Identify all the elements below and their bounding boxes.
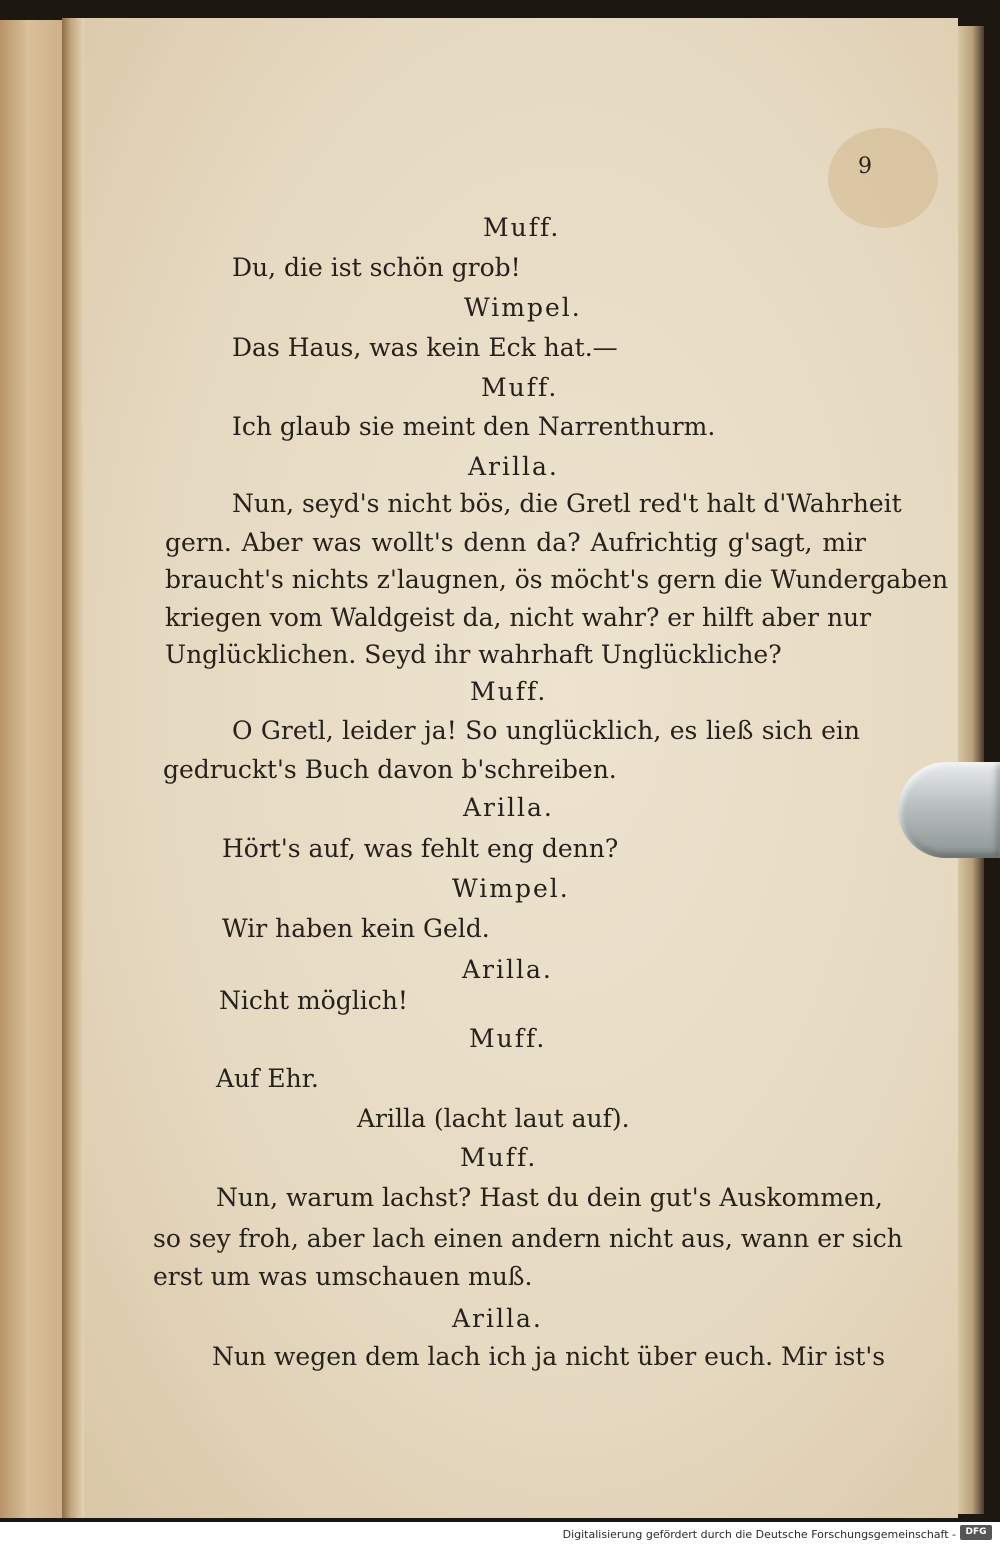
text-line: Nun wegen dem lach ich ja nicht über euch. Mir ist's xyxy=(212,1342,886,1371)
speaker-line: Muff. xyxy=(469,1024,547,1053)
text-line: Nun, seyd's nicht bös, die Gretl red't halt d'Wahrheit xyxy=(232,489,902,518)
paper-stain xyxy=(828,128,938,228)
text-line: braucht's nichts z'laugnen, ös möcht's gern die Wundergaben xyxy=(165,565,949,594)
speaker-line: Arilla. xyxy=(463,793,554,822)
speaker-line: Arilla. xyxy=(468,452,559,481)
speaker-line: Muff. xyxy=(481,373,559,402)
book-gutter xyxy=(62,18,84,1518)
text-line: Nun, warum lachst? Hast du dein gut's Auskommen, xyxy=(216,1183,883,1212)
digitization-credit: Digitalisierung gefördert durch die Deutsche Forschungsgemeinschaft - xyxy=(562,1528,956,1541)
text-line: Das Haus, was kein Eck hat.— xyxy=(232,333,618,362)
speaker-line: Arilla. xyxy=(452,1304,543,1333)
speaker-line: Wimpel. xyxy=(452,874,570,903)
speaker-line: Arilla. xyxy=(462,955,553,984)
speaker-line: Muff. xyxy=(460,1143,538,1172)
text-line: Hört's auf, was fehlt eng denn? xyxy=(222,834,619,863)
text-line: gedruckt's Buch davon b'schreiben. xyxy=(163,755,617,784)
text-line: Nicht möglich! xyxy=(219,986,408,1015)
text-line: Du, die ist schön grob! xyxy=(232,253,521,282)
stage-direction-line: Arilla (lacht laut auf). xyxy=(357,1104,630,1133)
text-line: erst um was umschauen muß. xyxy=(153,1262,533,1291)
text-line: so sey froh, aber lach einen andern nicht aus, wann er sich xyxy=(153,1224,903,1253)
page-clip xyxy=(898,762,1000,858)
previous-page-edge xyxy=(0,20,62,1518)
text-line: Auf Ehr. xyxy=(216,1064,319,1093)
speaker-line: Muff. xyxy=(470,677,548,706)
text-line: Ich glaub sie meint den Narrenthurm. xyxy=(232,412,716,441)
speaker-line: Muff. xyxy=(483,213,561,242)
page-number: 9 xyxy=(858,154,872,179)
speaker-line: Wimpel. xyxy=(464,293,582,322)
text-line: gern. Aber was wollt's denn da? Aufrichtig g'sagt, mir xyxy=(165,528,866,557)
text-line: Wir haben kein Geld. xyxy=(222,914,490,943)
text-line: kriegen vom Waldgeist da, nicht wahr? er hilft aber nur xyxy=(165,603,872,632)
text-line: Unglücklichen. Seyd ihr wahrhaft Unglückliche? xyxy=(165,640,782,669)
text-line: O Gretl, leider ja! So unglücklich, es ließ sich ein xyxy=(232,716,860,745)
dfg-logo: DFG xyxy=(960,1525,992,1540)
